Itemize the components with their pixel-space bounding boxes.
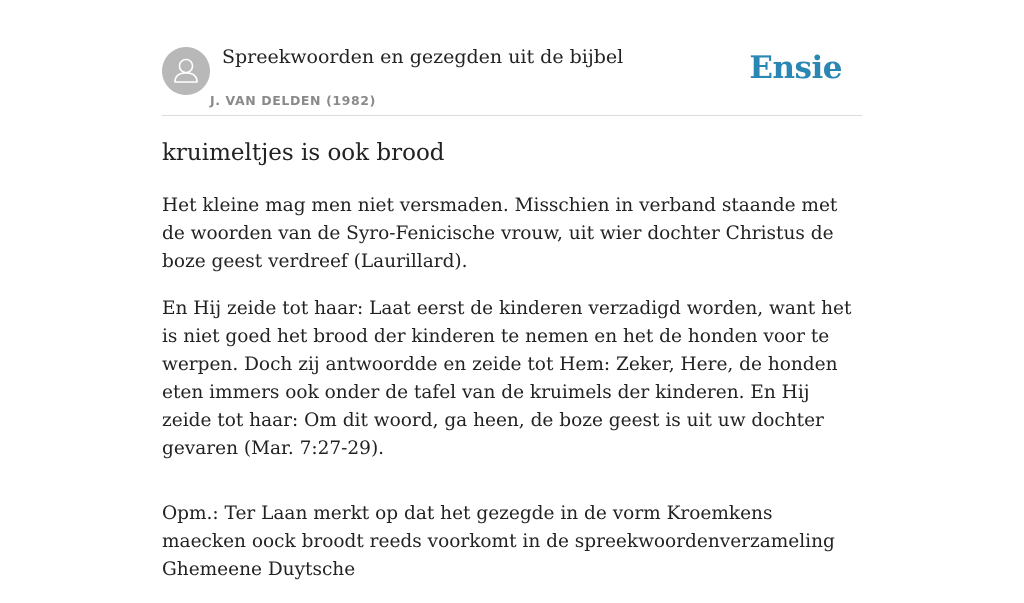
entry-paragraph: Opm.: Ter Laan merkt op dat het gezegde in de vorm Kroemkens maecken oock broodt reeds voorkomt in de spreekwoordenverzameling Ghemeene Duytsche [162,503,835,580]
source-title[interactable]: Spreekwoorden en gezegden uit de bijbel [222,46,624,68]
entry-body [162,192,862,603]
page-title: kruimeltjes is ook brood [162,140,445,166]
entry-paragraph: En Hij zeide tot haar: Laat eerst de kinderen verzadigd worden, want het is niet goed het brood der kinderen te nemen en het de honden voor te werpen. Doch zij antwoordde en zeide tot Hem: Zeker, Here, de honden eten immers ook onder de tafel van de kruimels der kinderen. En Hij zeide tot haar: Om dit woord, ga heen, de boze geest is uit uw dochter gevaren (Mar. 7:27-29). [162,298,852,459]
entry-paragraph: Het kleine mag men niet versmaden. Misschien in verband staande met de woorden van de Syro-Fenicische vrouw, uit wier dochter Christus de boze geest verdreef (Laurillard). [162,195,838,272]
source-header [162,46,862,116]
author-label[interactable]: J. VAN DELDEN (1982) [210,93,376,108]
ensie-logo[interactable]: Ensie [749,50,842,86]
user-icon [162,47,210,95]
